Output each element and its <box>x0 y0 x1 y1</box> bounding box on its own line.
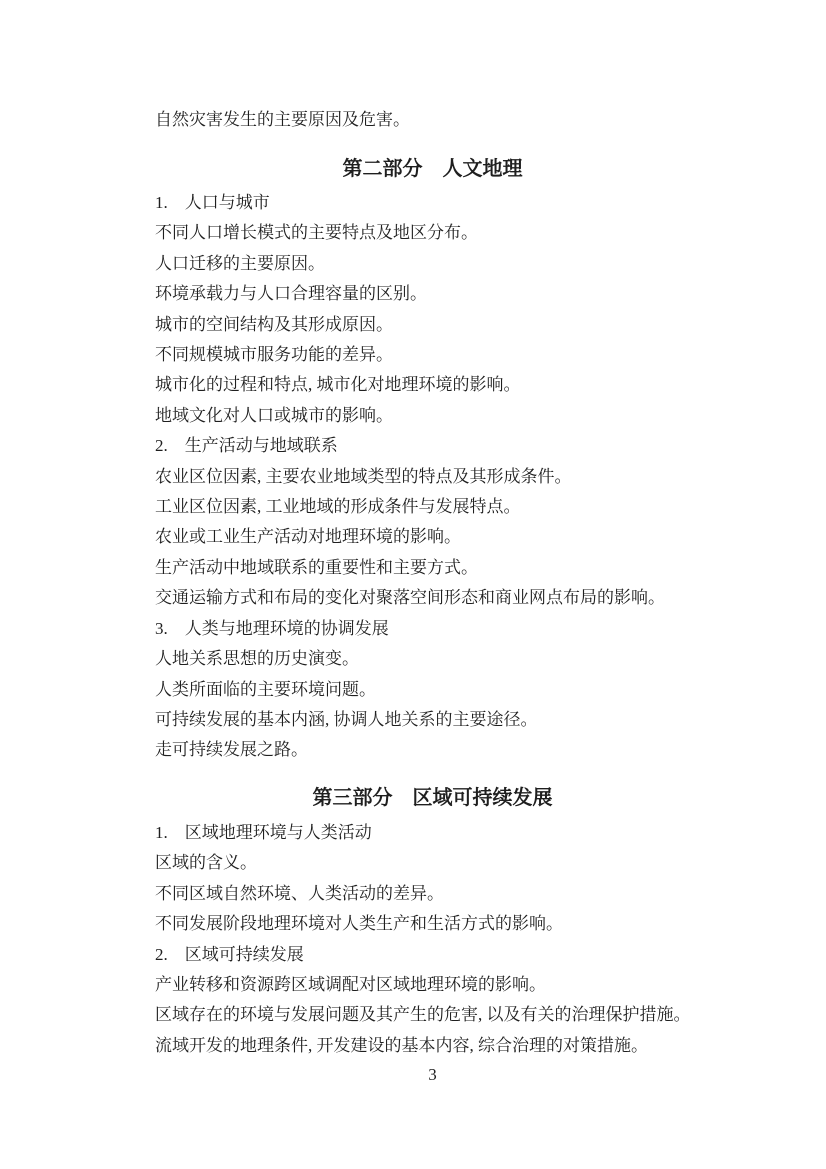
syllabus-line: 工业区位因素, 工业地域的形成条件与发展特点。 <box>155 497 521 517</box>
section-heading-part2: 第二部分 人文地理 <box>342 158 523 180</box>
page-number: 3 <box>428 1065 437 1084</box>
syllabus-line: 自然灾害发生的主要原因及危害。 <box>155 110 410 129</box>
syllabus-line: 农业区位因素, 主要农业地域类型的特点及其形成条件。 <box>155 466 572 486</box>
syllabus-line: 城市化的过程和特点, 城市化对地理环境的影响。 <box>155 375 521 395</box>
syllabus-line: 不同发展阶段地理环境对人类生产和生活方式的影响。 <box>155 914 563 934</box>
numbered-topic-line: 1. 区域地理环境与人类活动 <box>155 823 372 842</box>
syllabus-line: 城市的空间结构及其形成原因。 <box>155 314 393 334</box>
syllabus-line: 人类所面临的主要环境问题。 <box>155 679 376 699</box>
syllabus-line: 交通运输方式和布局的变化对聚落空间形态和商业网点布局的影响。 <box>155 588 665 608</box>
numbered-topic-line: 2. 区域可持续发展 <box>155 944 304 964</box>
syllabus-line: 可持续发展的基本内涵, 协调人地关系的主要途径。 <box>155 709 538 729</box>
syllabus-line: 人地关系思想的历史演变。 <box>155 649 359 669</box>
syllabus-line: 人口迁移的主要原因。 <box>155 253 325 273</box>
syllabus-line: 走可持续发展之路。 <box>155 740 308 760</box>
numbered-topic-line: 1. 人口与城市 <box>155 193 270 212</box>
syllabus-line: 区域存在的环境与发展问题及其产生的危害, 以及有关的治理保护措施。 <box>155 1005 691 1025</box>
numbered-topic-line: 3. 人类与地理环境的协调发展 <box>155 618 389 638</box>
syllabus-line: 生产活动中地域联系的重要性和主要方式。 <box>155 557 478 577</box>
numbered-topic-line: 2. 生产活动与地域联系 <box>155 436 338 456</box>
syllabus-line: 环境承载力与人口合理容量的区别。 <box>155 284 427 304</box>
syllabus-line: 不同人口增长模式的主要特点及地区分布。 <box>155 223 478 243</box>
section-heading-part2-wrap <box>155 152 710 186</box>
syllabus-line: 区域的含义。 <box>155 853 257 873</box>
section-part3-body <box>155 818 710 1061</box>
syllabus-line: 产业转移和资源跨区域调配对区域地理环境的影响。 <box>155 975 546 995</box>
syllabus-line: 农业或工业生产活动对地理环境的影响。 <box>155 527 461 547</box>
section-heading-part3-wrap <box>155 781 710 815</box>
intro-paragraph <box>155 105 710 135</box>
section-heading-part3: 第三部分 区域可持续发展 <box>312 787 553 809</box>
syllabus-line: 不同规模城市服务功能的差异。 <box>155 345 393 365</box>
syllabus-line: 不同区域自然环境、人类活动的差异。 <box>155 883 444 903</box>
syllabus-line: 流域开发的地理条件, 开发建设的基本内容, 综合治理的对策措施。 <box>155 1035 648 1055</box>
syllabus-line: 地域文化对人口或城市的影响。 <box>155 405 393 425</box>
section-part2-body <box>155 188 710 766</box>
